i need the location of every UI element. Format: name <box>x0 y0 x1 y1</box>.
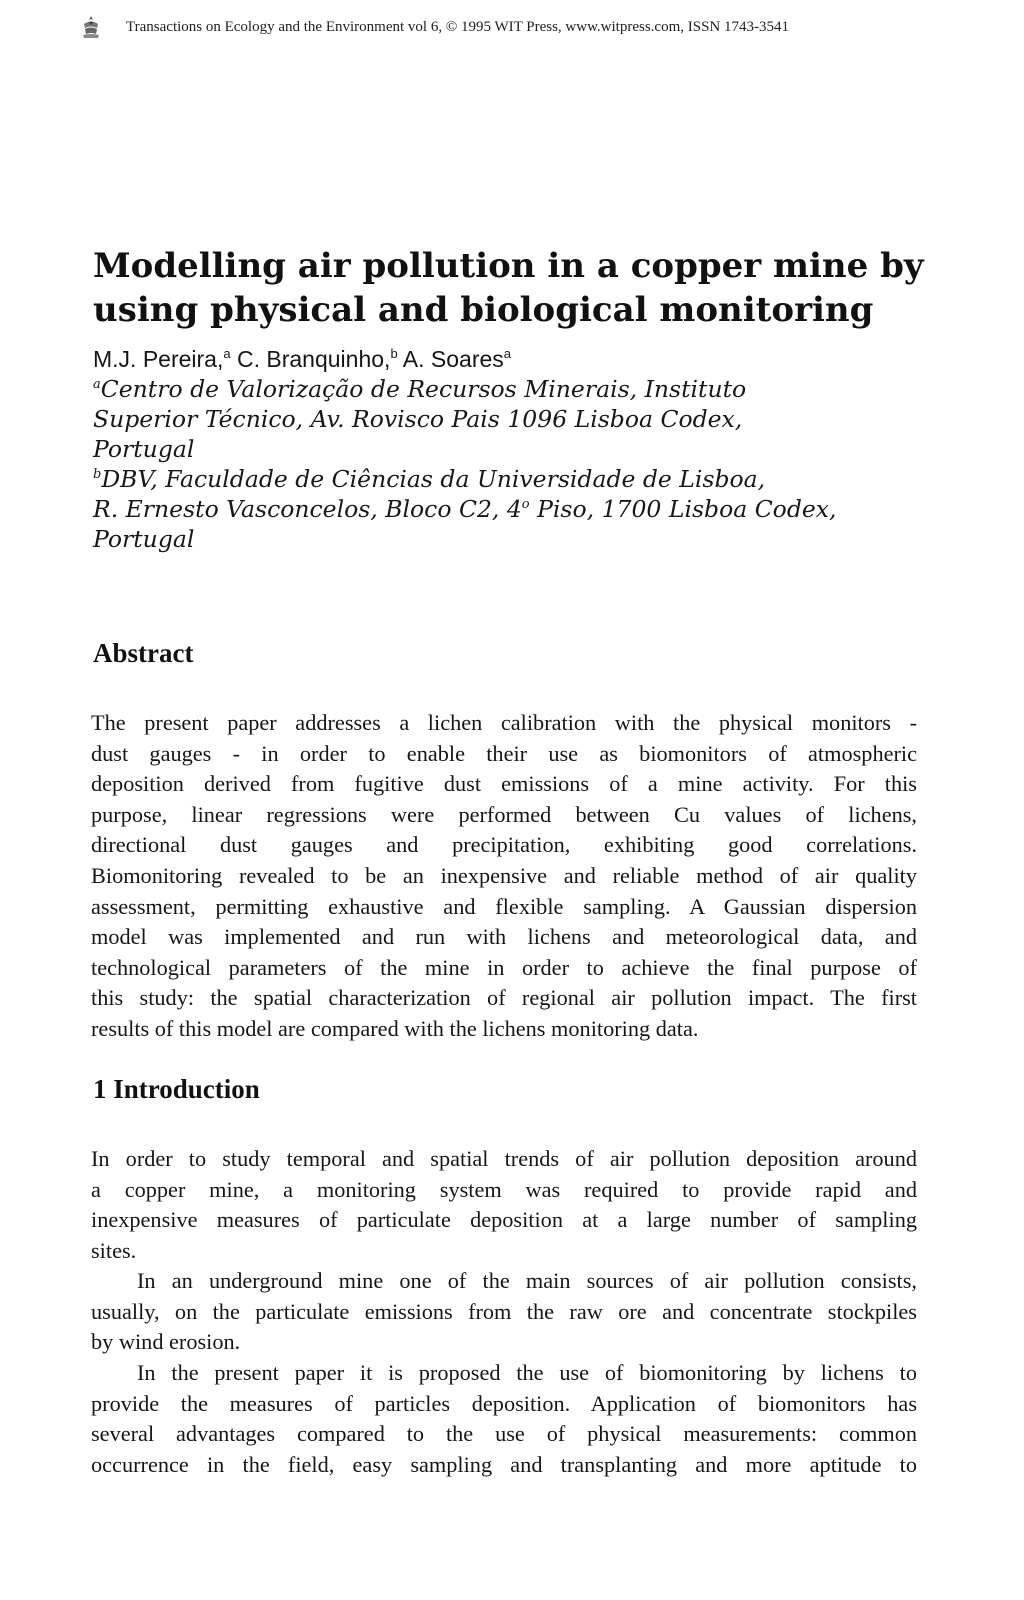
abstract-line: this study: the spatial characterization of regional air pollution impact. The first <box>91 985 917 1011</box>
running-header-text: Transactions on Ecology and the Environment vol 6, © 1995 WIT Press, www.witpress.com, ISSN 1743-3541 <box>126 18 790 35</box>
author-1-affil-mark: a <box>223 346 231 361</box>
author-1: M.J. Pereira, <box>93 346 224 372</box>
affiliation-a-text-1: Centro de Valorização de Recursos Minerais, Instituto <box>100 375 747 403</box>
abstract-line: deposition derived from fugitive dust emissions of a mine activity. For this <box>91 771 917 797</box>
affiliation-a-line-3: Portugal <box>93 435 195 463</box>
intro-line: several advantages compared to the use of physical measurements: common <box>91 1421 917 1447</box>
abstract-line: directional dust gauges and precipitation, exhibiting good correlations. <box>91 832 917 858</box>
introduction-paragraph-3 <box>91 1358 917 1480</box>
floor-ordinal-mark: o <box>521 497 530 512</box>
abstract-line: dust gauges - in order to enable their use as biomonitors of atmospheric <box>91 740 917 766</box>
publisher-emblem-icon <box>80 14 102 40</box>
affiliation-b-text-2a: R. Ernesto Vasconcelos, Bloco C2, 4 <box>93 495 522 523</box>
intro-line: sites. <box>91 1237 137 1263</box>
running-header <box>80 12 980 42</box>
abstract-line: assessment, permitting exhaustive and flexible sampling. A Gaussian dispersion <box>91 893 917 919</box>
abstract-heading: Abstract <box>93 638 194 668</box>
intro-line: provide the measures of particles deposition. Application of biomonitors has <box>91 1390 917 1416</box>
intro-line: In the present paper it is proposed the use of biomonitoring by lichens to <box>137 1360 917 1385</box>
paper-title <box>93 244 953 332</box>
abstract-body <box>91 708 917 1045</box>
affiliation-a-mark: a <box>93 377 101 392</box>
abstract-line: model was implemented and run with lichens and meteorological data, and <box>91 924 917 950</box>
intro-line: occurrence in the field, easy sampling and transplanting and more aptitude to <box>91 1451 917 1477</box>
author-2-affil-mark: b <box>390 346 398 361</box>
intro-line: a copper mine, a monitoring system was required to provide rapid and <box>91 1176 917 1202</box>
affiliation-b-mark: b <box>93 467 102 482</box>
abstract-line: Biomonitoring revealed to be an inexpensive and reliable method of air quality <box>91 862 917 888</box>
intro-line: usually, on the particulate emissions from the raw ore and concentrate stockpiles <box>91 1298 917 1324</box>
affiliations <box>93 374 953 554</box>
author-3: A. Soares <box>397 346 504 372</box>
introduction-heading: 1 Introduction <box>93 1074 260 1104</box>
intro-line: inexpensive measures of particulate deposition at a large number of sampling <box>91 1207 917 1233</box>
affiliation-b-line-1 <box>93 464 953 494</box>
author-2: C. Branquinho, <box>230 346 391 372</box>
abstract-line: purpose, linear regressions were performed between Cu values of lichens, <box>91 801 917 827</box>
intro-line: In order to study temporal and spatial trends of air pollution deposition around <box>91 1146 917 1171</box>
introduction-paragraph-2 <box>91 1266 917 1358</box>
abstract-line: results of this model are compared with the lichens monitoring data. <box>91 1015 699 1041</box>
affiliation-a-line-1 <box>93 374 953 404</box>
abstract-line: The present paper addresses a lichen calibration with the physical monitors - <box>91 710 917 735</box>
author-list <box>93 344 511 374</box>
affiliation-b-line-2 <box>93 494 953 524</box>
abstract-line: technological parameters of the mine in order to achieve the final purpose of <box>91 954 917 980</box>
author-3-affil-mark: a <box>503 346 512 361</box>
introduction-paragraph-1 <box>91 1144 917 1266</box>
affiliation-b-line-3: Portugal <box>93 525 195 553</box>
title-line-2: using physical and biological monitoring <box>93 290 874 330</box>
affiliation-b-text-2b: Piso, 1700 Lisboa Codex, <box>529 495 837 523</box>
affiliation-b-text-1: DBV, Faculdade de Ciências da Universidade de Lisboa, <box>101 465 766 493</box>
intro-line: by wind erosion. <box>91 1329 241 1355</box>
affiliation-a-line-2: Superior Técnico, Av. Rovisco Pais 1096 Lisboa Codex, <box>93 405 743 433</box>
title-line-1: Modelling air pollution in a copper mine by <box>93 246 924 286</box>
intro-line: In an underground mine one of the main sources of air pollution consists, <box>137 1268 917 1293</box>
